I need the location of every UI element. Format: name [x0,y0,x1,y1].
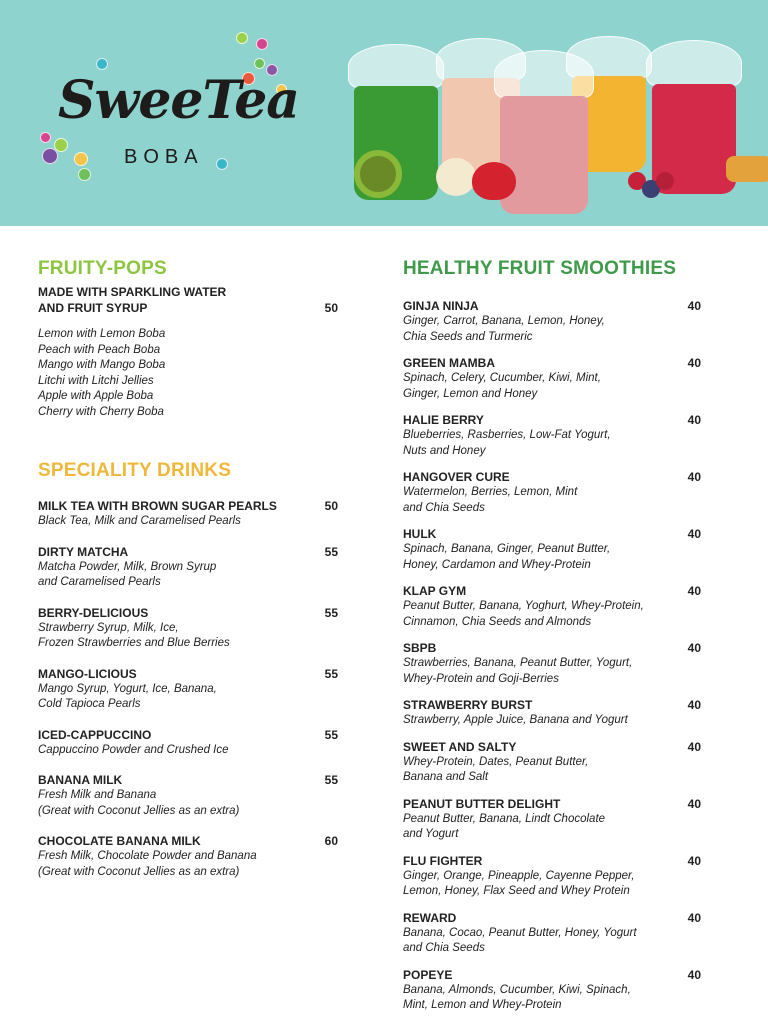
item-desc: Fresh Milk, Chocolate Powder and Banana [38,850,257,862]
fruity-pops-flavor-list [38,327,338,420]
item-desc: Banana, Almonds, Cucumber, Kiwi, Spinach, [403,983,631,996]
item-desc: (Great with Coconut Jellies as an extra) [38,865,240,878]
item-name: HULK [403,527,437,541]
item-price: 40 [687,413,701,427]
item-name: BERRY-DELICIOUS [38,605,149,620]
fruity-pops-subtitle-2: AND FRUIT SYRUP [38,301,148,315]
item-price: 40 [687,584,701,598]
item-price: 40 [687,796,701,811]
item-desc: and Chia Seeds [403,501,485,514]
item-desc: Honey, Cardamon and Whey-Protein [403,558,591,571]
item-desc: Banana, Cocao, Peanut Butter, Honey, Yogurt [403,926,637,939]
item-desc: Spinach, Celery, Cucumber, Kiwi, Mint, [403,372,601,384]
item-price: 40 [687,739,701,754]
brand-name: SweeTea [58,70,299,131]
item-name: CHOCOLATE BANANA MILK [38,834,201,848]
right-column [403,258,701,1014]
item-name: GINJA NINJA [403,299,479,313]
item-price: 40 [687,299,701,313]
menu-item-sweet-and-salty [403,739,701,786]
item-desc: Peanut Butter, Banana, Lindt Chocolate [403,812,606,825]
menu-item-popeye [403,967,701,1014]
item-price: 40 [687,470,701,484]
item-desc: Strawberry Syrup, Milk, Ice, [38,621,179,634]
item-name: HANGOVER CURE [403,470,510,484]
item-name: REWARD [403,910,457,925]
item-desc: Matcha Powder, Milk, Brown Syrup [38,560,217,573]
item-desc: Peanut Butter, Banana, Yoghurt, Whey-Protein, [403,600,644,612]
item-name: STRAWBERRY BURST [403,698,533,712]
item-price: 40 [687,641,701,655]
item-desc: Cinnamon, Chia Seeds and Almonds [403,615,592,628]
item-desc: Nuts and Honey [403,444,486,457]
item-name: FLU FIGHTER [403,853,483,868]
item-name: ICED-CAPPUCCINO [38,727,152,742]
item-desc: Cold Tapioca Pearls [38,698,141,710]
item-name: SWEET AND SALTY [403,739,517,754]
menu-item-iced-cappuccino [38,727,338,759]
menu-item-mango-licious [38,666,338,713]
menu-item-dirty-matcha [38,544,338,591]
item-name: MANGO-LICIOUS [38,666,137,681]
item-desc: Whey-Protein, Dates, Peanut Butter, [403,755,589,768]
item-name: GREEN MAMBA [403,356,495,370]
item-name: DIRTY MATCHA [38,544,129,559]
item-price: 55 [324,605,338,620]
item-desc: (Great with Coconut Jellies as an extra) [38,804,240,817]
flavor-item: Peach with Peach Boba [38,343,161,356]
item-desc: Mint, Lemon and Whey-Protein [403,999,562,1011]
menu-item-hulk [403,526,701,573]
item-name: PEANUT BUTTER DELIGHT [403,796,561,811]
smoothie-cups-image [300,30,768,226]
menu-item-sbpb [403,640,701,687]
item-name: POPEYE [403,967,453,982]
item-desc: Ginger, Orange, Pineapple, Cayenne Pepper, [403,869,635,882]
flavor-item: Cherry with Cherry Boba [38,405,164,418]
fruity-pops-title: FRUITY-POPS [38,258,167,279]
item-desc: Strawberries, Banana, Peanut Butter, Yogurt, [403,657,633,669]
item-price: 40 [687,698,701,712]
item-desc: Whey-Protein and Goji-Berries [403,672,559,685]
item-name: KLAP GYM [403,584,467,598]
item-desc: and Chia Seeds [403,942,485,954]
fruity-pops-header [38,284,338,316]
item-desc: Mango Syrup, Yogurt, Ice, Banana, [38,682,217,695]
item-desc: Spinach, Banana, Ginger, Peanut Butter, [403,543,611,555]
menu-item-hangover-cure [403,469,701,516]
item-desc: Strawberry, Apple Juice, Banana and Yogurt [403,714,628,726]
menu-item-ginja-ninja [403,298,701,345]
flavor-item: Apple with Apple Boba [38,390,154,402]
item-desc: Blueberries, Rasberries, Low-Fat Yogurt, [403,429,611,441]
item-price: 55 [324,544,338,559]
item-desc: Banana and Salt [403,771,489,783]
item-desc: Black Tea, Milk and Caramelised Pearls [38,515,241,527]
item-price: 50 [324,499,338,513]
item-name: HALIE BERRY [403,413,484,427]
item-name: MILK TEA WITH BROWN SUGAR PEARLS [38,499,277,513]
item-desc: Ginger, Carrot, Banana, Lemon, Honey, [403,315,605,327]
menu-item-green-mamba [403,355,701,402]
item-price: 40 [687,967,701,982]
item-price: 40 [687,527,701,541]
item-desc: Cappuccino Powder and Crushed Ice [38,743,229,756]
fruity-pops-subtitle-1: MADE WITH SPARKLING WATER [38,285,227,299]
menu-item-milk-tea [38,498,338,530]
item-price: 40 [687,853,701,868]
item-price: 60 [324,834,338,848]
brand-logo [40,40,299,190]
item-desc: Chia Seeds and Turmeric [403,330,533,343]
item-name: BANANA MILK [38,773,123,787]
item-desc: Ginger, Lemon and Honey [403,387,538,400]
item-price: 55 [324,727,338,742]
flavor-item: Lemon with Lemon Boba [38,328,166,340]
menu-item-berry-delicious [38,605,338,652]
menu-item-halie-berry [403,412,701,459]
item-desc: Lemon, Honey, Flax Seed and Whey Protein [403,885,630,897]
header-banner [0,0,768,226]
smoothies-title: HEALTHY FRUIT SMOOTHIES [403,258,677,279]
menu-item-peanut-butter-delight [403,796,701,843]
flavor-item: Mango with Mango Boba [38,359,166,371]
item-desc: Fresh Milk and Banana [38,789,157,801]
item-name: SBPB [403,641,437,655]
item-desc: Watermelon, Berries, Lemon, Mint [403,486,578,498]
menu-item-banana-milk [38,772,338,819]
item-price: 40 [687,910,701,925]
flavor-item: Litchi with Litchi Jellies [38,374,154,387]
item-price: 55 [324,666,338,681]
menu-item-flu-fighter [403,853,701,900]
item-desc: and Yogurt [403,828,459,840]
item-price: 40 [687,356,701,370]
fruity-pops-price: 50 [324,301,338,315]
item-desc: Frozen Strawberries and Blue Berries [38,637,230,649]
item-desc: and Caramelised Pearls [38,576,161,588]
menu-item-klap-gym [403,583,701,630]
menu-item-reward [403,910,701,957]
left-column [38,258,338,880]
brand-subtitle: BOBA [124,146,204,168]
item-price: 55 [324,773,338,787]
speciality-title: SPECIALITY DRINKS [38,460,232,481]
menu-item-strawberry-burst [403,697,701,729]
menu-item-chocolate-banana-milk [38,833,338,880]
